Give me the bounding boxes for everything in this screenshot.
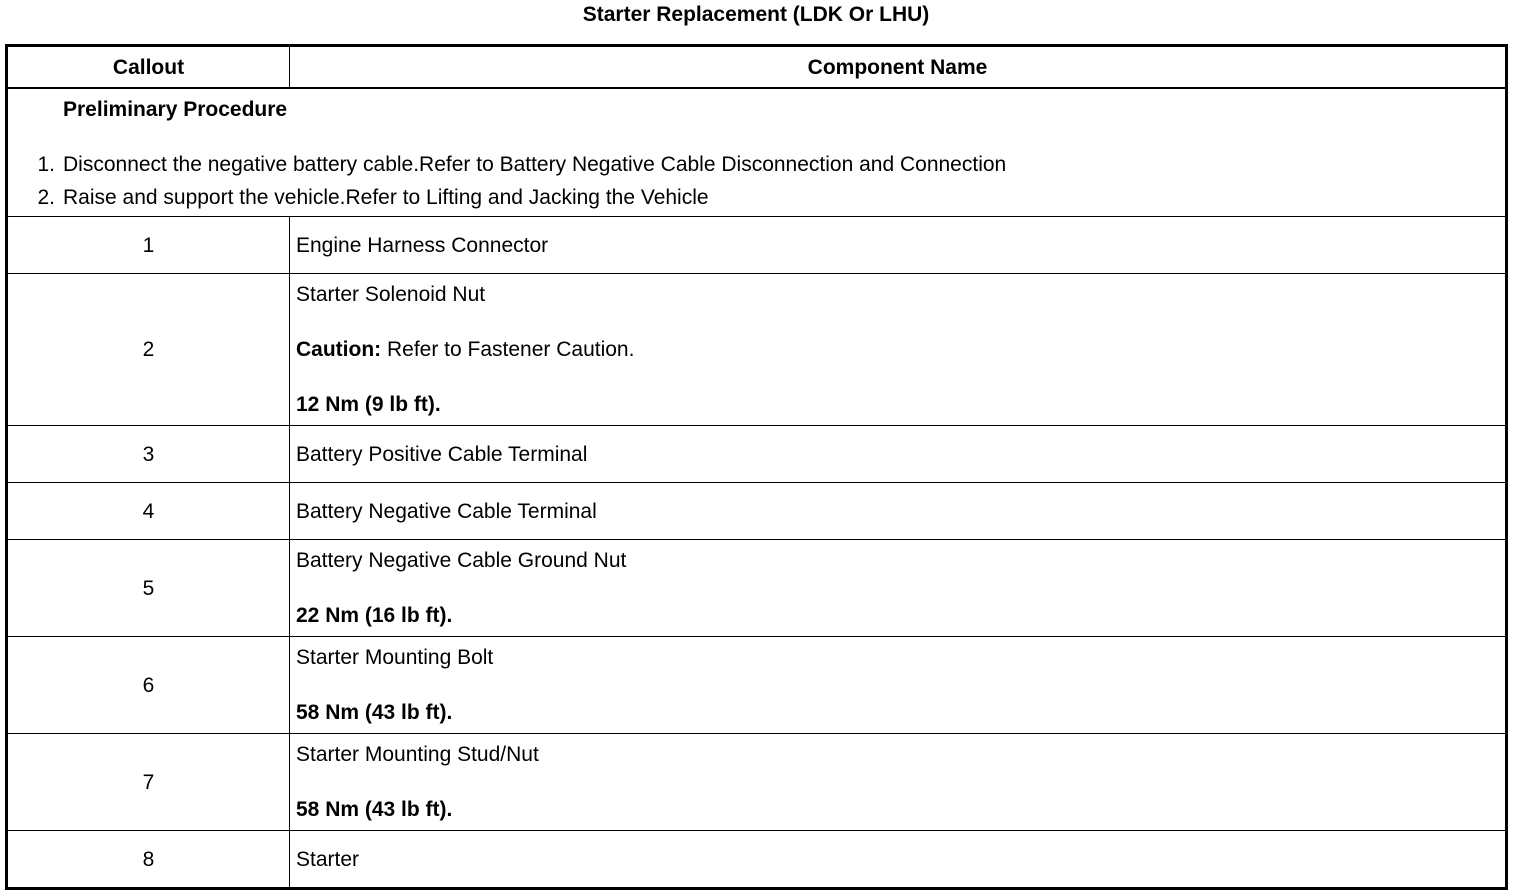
list-item bbox=[8, 185, 1505, 210]
table-header-row bbox=[7, 46, 1507, 89]
component-label: Battery Negative Cable Ground Nut bbox=[296, 549, 627, 572]
torque-spec: 12 Nm (9 lb ft). bbox=[296, 393, 441, 416]
caution-text: Refer to Fastener Caution. bbox=[381, 338, 635, 361]
table-row bbox=[7, 637, 1507, 734]
step-text: Raise and support the vehicle.Refer to Lifting and Jacking the Vehicle bbox=[63, 186, 709, 209]
step-text: Disconnect the negative battery cable.Refer to Battery Negative Cable Disconnection and Connection bbox=[63, 153, 1007, 176]
component-name bbox=[290, 734, 1507, 831]
component-name bbox=[290, 831, 1507, 889]
table-row bbox=[7, 483, 1507, 540]
preliminary-procedure bbox=[7, 88, 1507, 217]
component-label: Starter Solenoid Nut bbox=[296, 283, 486, 306]
component-label: Engine Harness Connector bbox=[296, 233, 549, 257]
table-row bbox=[7, 274, 1507, 426]
component-name bbox=[290, 217, 1507, 274]
component-name bbox=[290, 426, 1507, 483]
callout-number: 3 bbox=[7, 426, 290, 483]
component-name bbox=[290, 274, 1507, 426]
callout-table bbox=[5, 44, 1508, 890]
table-row bbox=[7, 540, 1507, 637]
callout-number: 5 bbox=[7, 540, 290, 637]
component-name bbox=[290, 483, 1507, 540]
caution-note bbox=[296, 337, 1499, 362]
preliminary-steps bbox=[8, 152, 1505, 210]
component-label: Starter bbox=[296, 847, 360, 871]
component-label: Starter Mounting Stud/Nut bbox=[296, 743, 539, 766]
preliminary-heading: Preliminary Procedure bbox=[63, 98, 288, 121]
callout-number: 4 bbox=[7, 483, 290, 540]
component-column-header: Component Name bbox=[290, 46, 1507, 89]
list-item bbox=[8, 152, 1505, 177]
preliminary-procedure-row bbox=[7, 88, 1507, 217]
component-label: Battery Negative Cable Terminal bbox=[296, 499, 597, 523]
component-label: Battery Positive Cable Terminal bbox=[296, 442, 588, 466]
callout-number: 7 bbox=[7, 734, 290, 831]
caution-label: Caution: bbox=[296, 338, 382, 361]
table-row bbox=[7, 734, 1507, 831]
callout-number: 1 bbox=[7, 217, 290, 274]
component-name bbox=[290, 540, 1507, 637]
torque-spec: 58 Nm (43 lb ft). bbox=[296, 798, 453, 821]
torque-spec: 22 Nm (16 lb ft). bbox=[296, 604, 453, 627]
callout-number: 6 bbox=[7, 637, 290, 734]
step-number: 1. bbox=[37, 153, 55, 176]
callout-column-header: Callout bbox=[7, 46, 290, 89]
table-row bbox=[7, 426, 1507, 483]
table-row bbox=[7, 217, 1507, 274]
document-title: Starter Replacement (LDK Or LHU) bbox=[582, 3, 930, 26]
step-number: 2. bbox=[37, 186, 55, 209]
component-name bbox=[290, 637, 1507, 734]
table-row bbox=[7, 831, 1507, 889]
callout-number: 2 bbox=[7, 274, 290, 426]
callout-number: 8 bbox=[7, 831, 290, 889]
torque-spec: 58 Nm (43 lb ft). bbox=[296, 701, 453, 724]
component-label: Starter Mounting Bolt bbox=[296, 646, 494, 669]
